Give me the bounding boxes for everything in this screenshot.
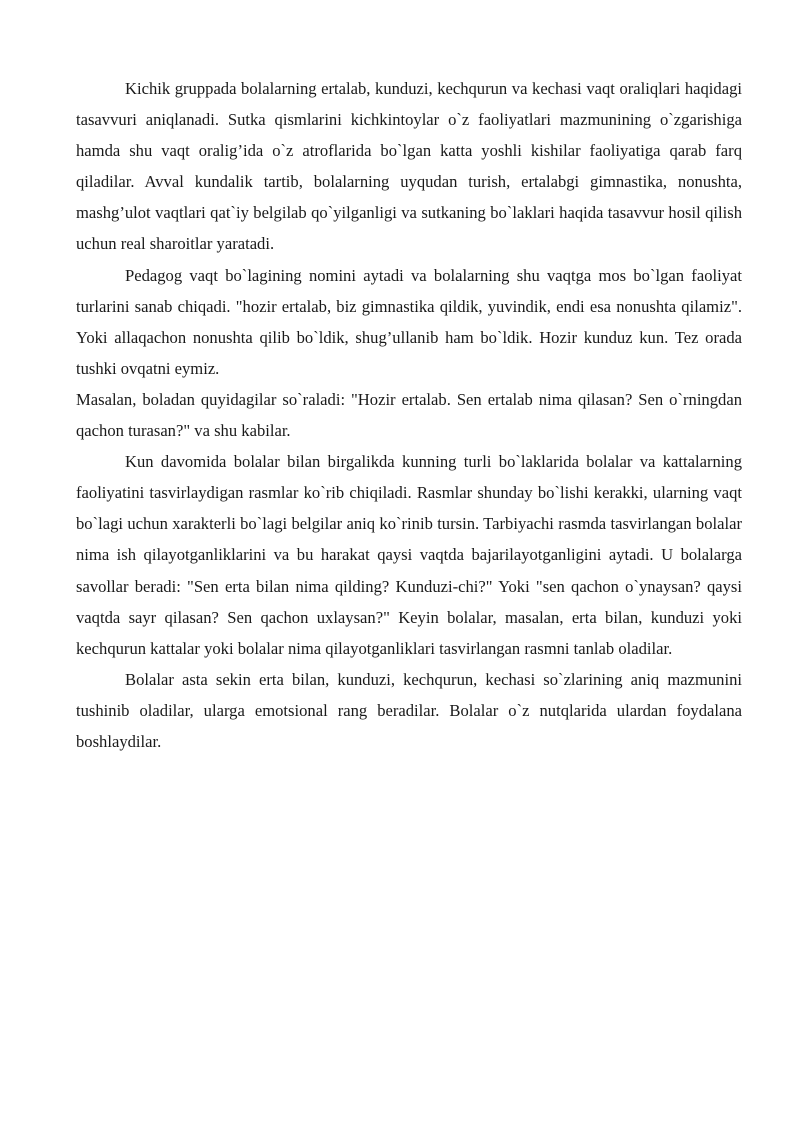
paragraph-2: Pedagog vaqt bo`lagining nomini aytadi va bolalarning shu vaqtga mos bo`lgan faoliyat turlarini sanab chiqadi. "hozir ertalab, biz gimnastika qildik, yuvindik, endi esa nonushta qilamiz". Yoki allaqachon nonushta qilib bo`ldik, shug’ullanib ham bo`ldik. Hozir kunduz kun. Tez orada tushki ovqatni eymiz. <box>76 265 742 378</box>
paragraph-3: Masalan, boladan quyidagilar so`raladi: "Hozir ertalab. Sen ertalab nima qilasan? Sen o`rningdan qachon turasan?" va shu kabilar. <box>76 389 742 441</box>
paragraph-5: Bolalar asta sekin erta bilan, kunduzi, kechqurun, kechasi so`zlarining aniq mazmunini tushinib oladilar, ularga emotsional rang beradilar. Bolalar o`z nutqlarida ulardan foydalana boshlaydilar. <box>76 669 742 751</box>
paragraph-4: Kun davomida bolalar bilan birgalikda kunning turli bo`laklarida bolalar va kattalarning faoliyatini tasvirlaydigan rasmlar ko`rib chiqiladi. Rasmlar shunday bo`lishi kerakki, ularning vaqt bo`lagi uchun xarakterli bo`lagi belgilar aniq ko`rinib tursin. Tarbiyachi rasmda tasvirlangan bolalar nima ish qilayotganliklarini va bu harakat qaysi vaqtda bajarilayotganligini aytadi. U bolalarga savollar beradi: "Sen erta bilan nima qilding? Kunduzi-chi?" Yoki "sen qachon o`ynaysan? qaysi vaqtda sayr qilasan? Sen qachon uxlaysan?" Keyin bolalar, masalan, erta bilan, kunduzi yoki kechqurun kattalar yoki bolalar nima qilayotganliklari tasvirlangan rasmni tanlab oladilar. <box>76 452 742 658</box>
paragraph-1: Kichik gruppada bolalarning ertalab, kunduzi, kechqurun va kechasi vaqt oraliqlari haqidagi tasavvuri aniqlanadi. Sutka qismlarini kichkintoylar o`z faoliyatlari mazmunining o`zgarishiga hamda shu vaqt oralig’ida o`z atroflarida bo`lgan katta yoshli kishilar faoliyatiga qarab farq qiladilar. Avval kundalik tartib, bolalarning uyqudan turish, ertalabgi gimnastika, nonushta, mashg’ulot vaqtlari qat`iy belgilab qo`yilganligi va sutkaning bo`laklari haqida tasavvur hosil qilish uchun real sharoitlar yaratadi. <box>76 79 742 254</box>
document-page <box>76 73 742 757</box>
